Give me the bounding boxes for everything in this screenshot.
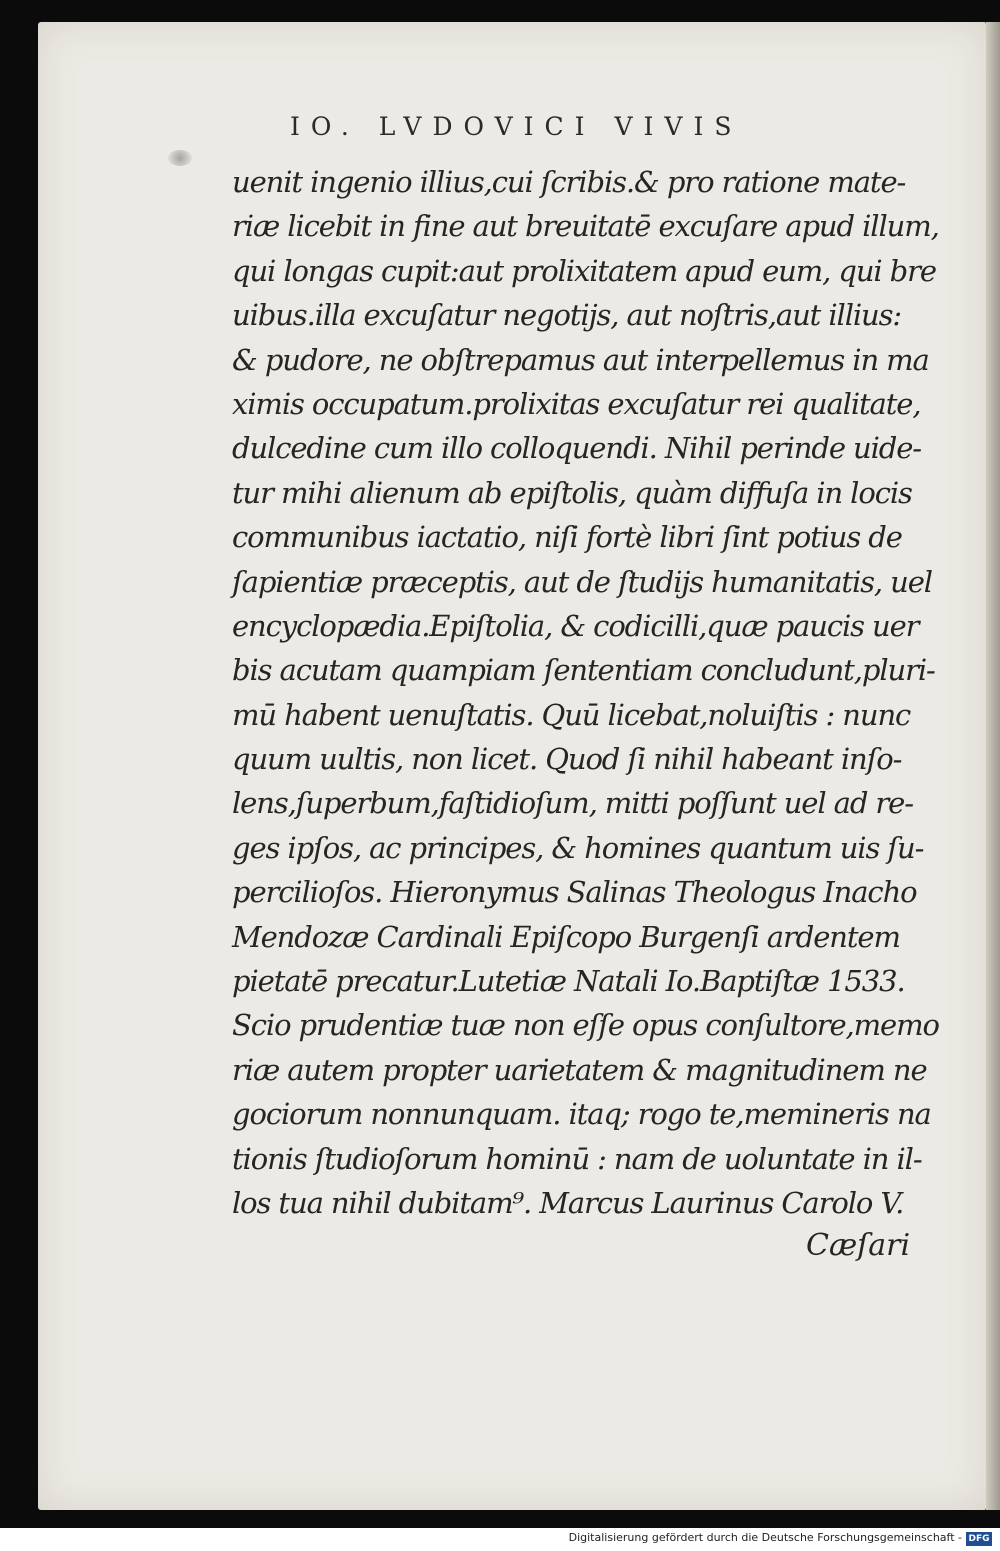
page-edge-shadow (986, 22, 1000, 1510)
text-line: bis acutam quampiam ſententiam concludunt,pluri- (232, 653, 935, 688)
text-line: gociorum nonnunquam. itaq; rogo te,memineris na (232, 1097, 931, 1132)
text-line: Scio prudentiæ tuæ non eſſe opus conſultore,memo (232, 1008, 939, 1043)
text-line: ges ipſos, ac principes, & homines quantum uis ſu- (232, 830, 924, 865)
text-line: percilioſos. Hieronymus Salinas Theologus Inacho (232, 875, 917, 910)
text-line: communibus iactatio, niſi fortè libri ſint potius de (232, 520, 902, 555)
running-head: IO. LVDOVICI VIVIS (290, 112, 743, 141)
text-line: uibus.illa excuſatur negotijs, aut noſtris,aut illius: (232, 298, 902, 333)
text-line: encyclopædia.Epiſtolia, & codicilli,quæ paucis uer (232, 608, 919, 643)
text-line: dulcedine cum illo colloquendi. Nihil perinde uide- (232, 431, 921, 466)
text-line: qui longas cupit:aut prolixitatem apud eum, qui bre (232, 253, 936, 288)
text-line: lens,ſuperbum,faſtidioſum, mitti poſſunt uel ad re- (232, 786, 913, 821)
text-line: ſapientiæ præceptis, aut de ſtudijs humanitatis, uel (232, 564, 932, 599)
catchword: Cæſari (806, 1228, 911, 1263)
text-line: ximis occupatum.prolixitas excuſatur rei qualitate, (232, 386, 921, 421)
text-line: los tua nihil dubitam⁹. Marcus Laurinus Carolo V. (232, 1185, 904, 1220)
text-line: riæ licebit in fine aut breuitatē excuſare apud illum, (232, 209, 939, 244)
text-line: tur mihi alienum ab epiſtolis, quàm diffuſa in locis (232, 475, 912, 510)
text-line: riæ autem propter uarietatem & magnitudinem ne (232, 1052, 927, 1087)
footer-credit: Digitalisierung gefördert durch die Deutsche Forschungsgemeinschaft - (568, 1531, 962, 1544)
text-line: quum uultis, non licet. Quod ſi nihil habeant inſo- (232, 742, 902, 777)
dfg-logo-icon: DFG (966, 1532, 992, 1546)
text-line: Mendozæ Cardinali Epiſcopo Burgenſi ardentem (232, 919, 900, 954)
text-line: pietatē precatur.Lutetiæ Natali Io.Baptiſtæ 1533. (232, 964, 905, 999)
ink-smudge (168, 150, 192, 166)
text-line: & pudore, ne obſtrepamus aut interpellemus in ma (232, 342, 929, 377)
body-text (232, 160, 939, 1225)
text-line: mū habent uenuſtatis. Quū licebat,noluiſtis : nunc (232, 697, 911, 732)
text-line: uenit ingenio illius,cui ſcribis.& pro ratione mate- (232, 165, 906, 199)
footer-bar (0, 1528, 1000, 1551)
text-line: tionis ſtudioſorum hominū : nam de uoluntate in il- (232, 1141, 922, 1176)
